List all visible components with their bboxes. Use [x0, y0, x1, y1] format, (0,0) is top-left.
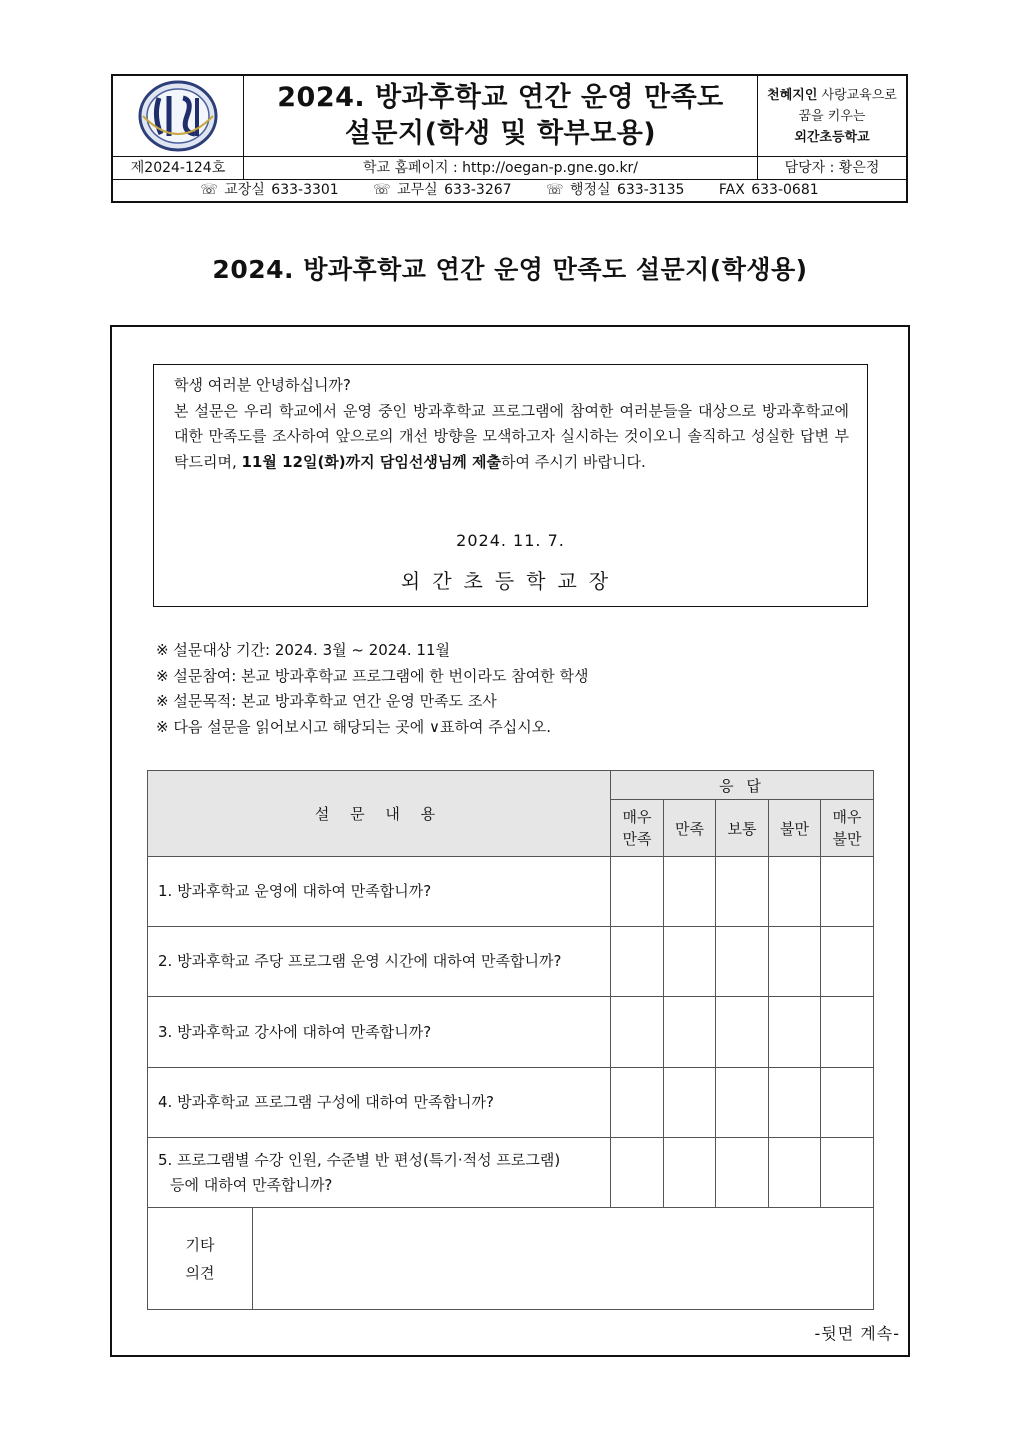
answer-cell[interactable]: [611, 857, 664, 927]
answer-cell[interactable]: [769, 997, 821, 1068]
answer-cell[interactable]: [716, 927, 769, 997]
motto-bold: 천혜지인: [767, 87, 818, 103]
contact-fax: FAX 633-0681: [718, 182, 819, 198]
note-participants: ※ 설문참여: 본교 방과후학교 프로그램에 한 번이라도 참여한 학생: [156, 666, 589, 685]
school-motto: [758, 76, 906, 156]
motto-rest: 사랑교육으로: [817, 87, 897, 103]
answer-cell[interactable]: [821, 1068, 874, 1138]
school-logo: [113, 76, 244, 156]
table-row: [148, 1208, 874, 1310]
intro-signature: 외간초등학교장: [400, 569, 621, 593]
scale-very-satisfied: 매우 만족: [611, 800, 664, 857]
table-row: [148, 927, 874, 997]
answer-cell[interactable]: [716, 1138, 769, 1208]
table-row: [148, 1138, 874, 1208]
note-purpose: ※ 설문목적: 본교 방과후학교 연간 운영 만족도 조사: [156, 692, 497, 710]
header-title-line1: 2024. 방과후학교 연간 운영 만족도: [277, 82, 724, 113]
intro-body: 본 설문은 우리 학교에서 운영 중인 방과후학교 프로그램에 참여한 여러분들을 대상으로 방과후학교에 대한 만족도를 조사하여 앞으로의 개선 방향을 모색하고자 실시하는 것이오니 솔직하고 성실한 답변 부탁드리며,: [174, 401, 849, 471]
etc-opinion-field[interactable]: [253, 1208, 874, 1310]
answer-cell[interactable]: [664, 927, 716, 997]
answer-cell[interactable]: [821, 927, 874, 997]
question-1: 1. 방과후학교 운영에 대하여 만족합니까?: [148, 857, 611, 927]
etc-label: 기타 의견: [148, 1208, 253, 1310]
answer-cell[interactable]: [769, 857, 821, 927]
survey-notes: [156, 638, 589, 740]
document-header: [111, 74, 908, 203]
school-name: 외간초등학교: [794, 129, 870, 145]
scale-satisfied: 만족: [664, 800, 716, 857]
contact-row: [113, 180, 906, 201]
page-title: 2024. 방과후학교 연간 운영 만족도 설문지(학생용): [212, 255, 808, 284]
answer-cell[interactable]: [611, 927, 664, 997]
contact-admin: ☏ 행정실 633-3135: [546, 182, 685, 198]
answer-cell[interactable]: [716, 857, 769, 927]
scale-dissatisfied: 불만: [769, 800, 821, 857]
table-row: [148, 1068, 874, 1138]
answer-cell[interactable]: [664, 997, 716, 1068]
note-period: ※ 설문대상 기간: 2024. 3월 ~ 2024. 11월: [156, 641, 451, 659]
table-row: [148, 997, 874, 1068]
answer-cell[interactable]: [821, 997, 874, 1068]
answer-cell[interactable]: [769, 927, 821, 997]
scale-very-dissatisfied: 매우 불만: [821, 800, 874, 857]
intro-box: [153, 364, 868, 607]
question-5: 5. 프로그램별 수강 인원, 수준별 반 편성(특기·적성 프로그램) 등에 대하여 만족합니까?: [148, 1138, 611, 1208]
question-2: 2. 방과후학교 주당 프로그램 운영 시간에 대하여 만족합니까?: [148, 927, 611, 997]
question-4: 4. 방과후학교 프로그램 구성에 대하여 만족합니까?: [148, 1068, 611, 1138]
response-header: 응 답: [611, 771, 874, 800]
intro-closing: 하여 주시기 바랍니다.: [501, 452, 646, 471]
answer-cell[interactable]: [611, 997, 664, 1068]
homepage-link[interactable]: 학교 홈페이지 : http://oegan-p.gne.go.kr/: [244, 157, 758, 179]
table-row: [148, 857, 874, 927]
answer-cell[interactable]: [716, 997, 769, 1068]
answer-cell[interactable]: [769, 1138, 821, 1208]
intro-text: [174, 373, 849, 475]
answer-cell[interactable]: [664, 857, 716, 927]
answer-cell[interactable]: [611, 1138, 664, 1208]
answer-cell[interactable]: [769, 1068, 821, 1138]
scale-neutral: 보통: [716, 800, 769, 857]
content-header: 설 문 내 용: [148, 771, 611, 857]
note-instructions: ※ 다음 설문을 읽어보시고 해당되는 곳에 ∨표하여 주십시오.: [156, 717, 551, 736]
intro-deadline: 11월 12일(화)까지 담임선생님께 제출: [241, 452, 501, 471]
answer-cell[interactable]: [611, 1068, 664, 1138]
question-3: 3. 방과후학교 강사에 대하여 만족합니까?: [148, 997, 611, 1068]
contact-teachers: ☏ 교무실 633-3267: [373, 182, 512, 198]
answer-cell[interactable]: [821, 1138, 874, 1208]
answer-cell[interactable]: [716, 1068, 769, 1138]
header-title-line2: 설문지(학생 및 학부모용): [344, 118, 657, 149]
school-emblem-icon: [113, 76, 243, 156]
survey-table: [147, 770, 874, 1310]
answer-cell[interactable]: [664, 1068, 716, 1138]
intro-greeting: 학생 여러분 안녕하십니까?: [174, 376, 351, 394]
header-title: [244, 76, 758, 156]
answer-cell[interactable]: [821, 857, 874, 927]
motto-line2: 꿈을 키우는: [798, 108, 866, 124]
continue-note: -뒷면 계속-: [814, 1324, 900, 1343]
intro-date: 2024. 11. 7.: [456, 531, 565, 550]
contact-principal: ☏ 교장실 633-3301: [200, 182, 339, 198]
answer-cell[interactable]: [664, 1138, 716, 1208]
document-number: 제2024-124호: [113, 157, 244, 179]
manager-name: 담당자 : 황은정: [784, 160, 880, 176]
